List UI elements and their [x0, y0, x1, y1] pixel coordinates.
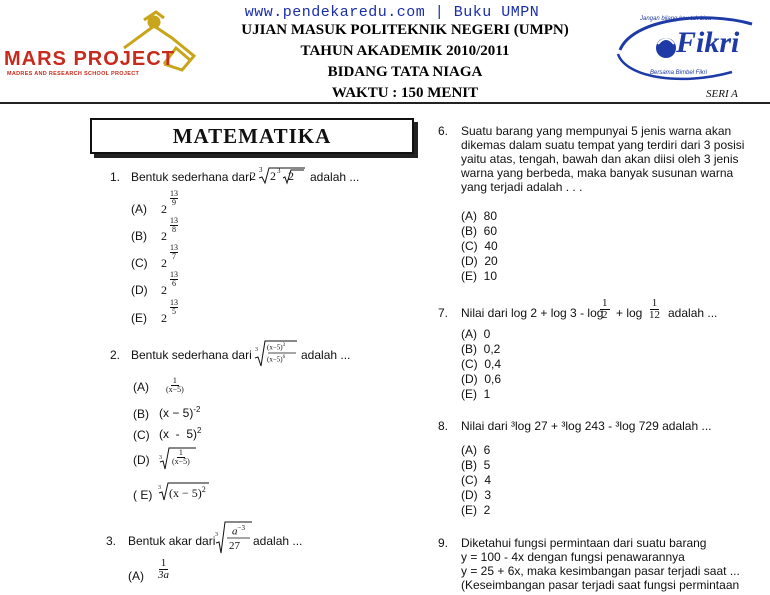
option-label: ( E): [133, 488, 153, 502]
option-label: (B): [131, 229, 147, 243]
q8-options: [461, 443, 541, 518]
q1-expr-index2: 3: [277, 167, 281, 175]
q1-option-d[interactable]: [131, 281, 148, 299]
q6-line: warna yang berbeda, maka banyak susunan warna: [461, 166, 734, 180]
option-base: 2: [161, 202, 167, 216]
q2-option-b-value: $(x - 5)^{-2}$: [159, 405, 201, 420]
option-label: (C): [133, 428, 150, 442]
header-line-2: TAHUN AKADEMIK 2010/2011: [300, 43, 510, 59]
mars-logo-text: MARS PROJECT: [4, 48, 175, 70]
option-label: (D): [131, 283, 148, 297]
q2-option-c-value: (x - 5)$^2$: [159, 426, 202, 441]
q6-option-c[interactable]: (C) 40: [461, 239, 498, 253]
option-base: 2: [161, 283, 167, 297]
site-url: www.pendekaredu.com | Buku UMPN: [244, 4, 540, 21]
q1-text-end: adalah ...: [310, 170, 360, 184]
q6-line: Suatu barang yang mempunyai 5 jenis warna akan: [461, 124, 732, 138]
option-label: (E): [131, 311, 147, 325]
q7-text-mid: + log: [616, 306, 643, 320]
q6-option-e[interactable]: (E) 10: [461, 269, 498, 283]
q3-expression: [214, 520, 254, 556]
fikri-logo-text: Fikri: [676, 26, 740, 59]
header-line-1: UJIAN MASUK POLITEKNIK NEGERI (UMPN): [241, 22, 569, 38]
q6-text: [461, 124, 761, 194]
fikri-tagline-bottom: Bersama Bimbel Fikri: [650, 70, 708, 76]
q1-number: 1.: [110, 170, 121, 184]
option-base: 2: [161, 229, 167, 243]
q7-options: [461, 327, 541, 402]
q8-option-a[interactable]: (A) 6: [461, 443, 491, 457]
q8-option-e[interactable]: (E) 2: [461, 503, 491, 517]
q2-option-e[interactable]: [133, 486, 152, 504]
option-exponent: $\frac{13}{5}$: [170, 298, 178, 316]
option-base: 2: [161, 311, 167, 325]
q3-number: 3.: [106, 534, 117, 548]
q6-line: yaitu atas, tengah, bawah dan akan diisi oleh 3 jenis: [461, 152, 739, 166]
q1-option-b[interactable]: [131, 227, 147, 245]
series-label: SERI A: [706, 88, 738, 100]
q1-expr-inner: 2: [270, 169, 276, 183]
q2-expr-num: $(x-5)^3$: [267, 343, 286, 352]
q1-option-c[interactable]: [131, 254, 148, 272]
header-divider: [0, 102, 770, 104]
q8-option-d[interactable]: (D) 3: [461, 488, 492, 502]
fikri-tagline-top: Jangan bilang kau tak bisa: [640, 16, 712, 22]
option-exponent: $\frac{13}{9}$: [170, 189, 178, 207]
q9-line: (Keseimbangan pasar terjadi saat fungsi permintaan: [461, 578, 740, 592]
q7-text-end: adalah ...: [668, 306, 718, 320]
q2-number: 2.: [110, 348, 121, 362]
option-exponent: $\frac{13}{6}$: [170, 270, 178, 288]
q1-option-a[interactable]: [131, 200, 147, 218]
q7-option-b[interactable]: (B) 0,2: [461, 342, 501, 356]
q2-option-a-value: $\frac{1}{(x-5)}$: [166, 376, 184, 394]
q3-text-end: adalah ...: [253, 534, 303, 548]
q9-number: 9.: [438, 536, 449, 550]
q7-fraction-2: $\frac{1}{12}$: [649, 297, 660, 321]
q3-option-a[interactable]: [128, 567, 144, 585]
option-fraction: $\frac{1}{(x-5)}$: [172, 448, 190, 466]
option-label: (A): [128, 569, 144, 583]
q2-option-c[interactable]: [133, 426, 150, 444]
q9-line: Diketahui fungsi permintaan dari suatu barang: [461, 536, 707, 550]
q2-option-d-value: [158, 446, 198, 472]
q9-line: y = 25 + 6x, maka kesimbangan pasar terjadi saat ...: [461, 564, 740, 578]
q1-expression: [250, 165, 306, 185]
q3-text-start: Bentuk akar dari: [128, 534, 216, 548]
option-exponent: $\frac{13}{8}$: [170, 216, 178, 234]
option-base: 2: [161, 256, 167, 270]
q6-option-d[interactable]: (D) 20: [461, 254, 498, 268]
q7-option-a[interactable]: (A) 0: [461, 327, 491, 341]
q2-text-start: Bentuk sederhana dari: [131, 348, 252, 362]
q1-text-start: Bentuk sederhana dari: [131, 170, 252, 184]
option-exponent: $\frac{13}{7}$: [170, 243, 178, 261]
q9-text: [461, 536, 761, 592]
q6-options: [461, 209, 541, 284]
q3-expr-num: $a^{-3}$: [232, 524, 245, 538]
q1-options: [131, 190, 251, 330]
q6-line: dikemas dalam suatu tempat yang terdiri dari 3 posisi: [461, 138, 745, 152]
header-line-3: BIDANG TATA NIAGA: [327, 64, 483, 80]
q2-expr-index: 3: [255, 347, 258, 353]
q6-option-a[interactable]: (A) 80: [461, 209, 498, 223]
option-label: (A): [133, 380, 149, 394]
q2-option-e-value: [157, 480, 213, 502]
q2-option-b[interactable]: [133, 405, 149, 423]
option-label: (D): [133, 453, 150, 467]
q6-line: yang terjadi adalah . . .: [461, 180, 583, 194]
q8-text: Nilai dari ³log 27 + ³log 243 - ³log 729 adalah ...: [461, 419, 712, 433]
q1-expr-inner2: 2: [288, 169, 294, 183]
option-label: (B): [133, 407, 149, 421]
q2-text-end: adalah ...: [301, 348, 351, 362]
q2-expression: [252, 338, 298, 370]
option-label: (A): [131, 202, 147, 216]
q1-option-e[interactable]: [131, 309, 147, 327]
q3-expr-den: 27: [229, 540, 240, 552]
q8-number: 8.: [438, 419, 449, 433]
mars-logo-subtext: MADRES AND RESEARCH SCHOOL PROJECT: [7, 71, 140, 77]
option-index: 3: [159, 455, 162, 461]
section-title: MATEMATIKA: [90, 118, 414, 154]
q8-option-b[interactable]: (B) 5: [461, 458, 491, 472]
q6-number: 6.: [438, 124, 449, 138]
q9-line: y = 100 - 4x dengan fungsi penawarannya: [461, 550, 685, 564]
q7-option-e[interactable]: (E) 1: [461, 387, 491, 401]
q6-option-b[interactable]: (B) 60: [461, 224, 498, 238]
q1-radical-sign: [258, 167, 306, 185]
header-line-4: WAKTU : 150 MENIT: [331, 85, 479, 101]
q7-number: 7.: [438, 306, 449, 320]
q7-text-start: Nilai dari log 2 + log 3 - log: [461, 306, 604, 320]
option-label: (C): [131, 256, 148, 270]
q2-expr-den: $(x-5)^6$: [267, 355, 286, 364]
option-expr: $(x - 5)^2$: [169, 485, 206, 500]
q3-option-a-value: $\frac{1}{3a}$: [158, 557, 169, 581]
q1-expr-index: 3: [259, 166, 263, 174]
q1-expr-coef: 2: [250, 169, 256, 183]
q3-expr-index: 3: [215, 532, 218, 538]
q2-option-d[interactable]: [133, 451, 150, 469]
q8-option-c[interactable]: (C) 4: [461, 473, 492, 487]
q7-fraction-1: $\frac{1}{2}$: [602, 297, 608, 321]
q7-option-c[interactable]: (C) 0,4: [461, 357, 502, 371]
option-index: 3: [158, 485, 161, 491]
q2-option-a[interactable]: [133, 378, 149, 396]
q7-option-d[interactable]: (D) 0,6: [461, 372, 502, 386]
